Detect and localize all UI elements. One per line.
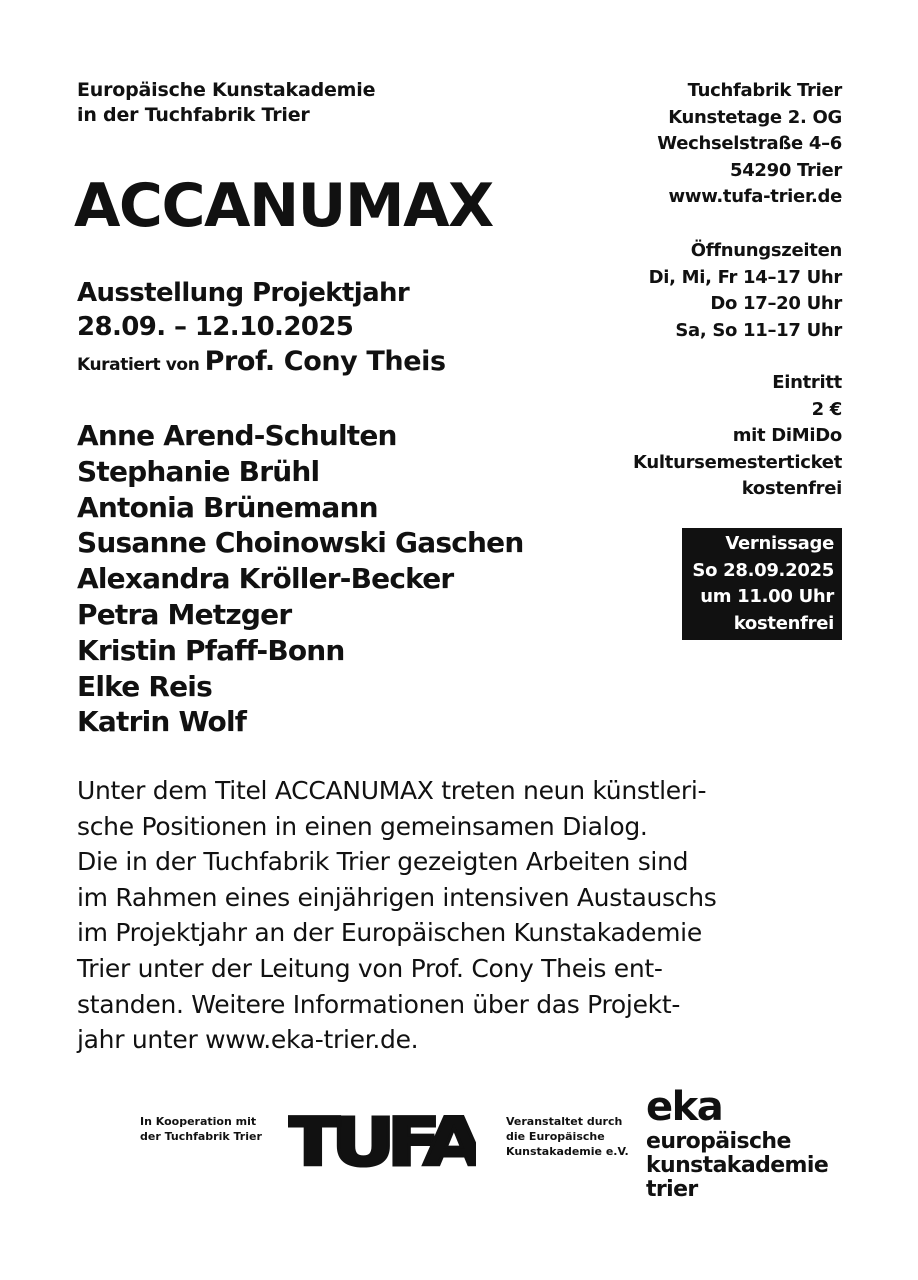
venue-website: www.tufa-trier.de	[668, 186, 842, 207]
vernissage-time: um 11.00 Uhr	[700, 586, 834, 607]
eka-logo-name	[646, 1130, 828, 1202]
vernissage-box	[682, 528, 842, 640]
organizer-line: Europäische Kunstakademie	[77, 79, 376, 101]
admission-line: kostenfrei	[741, 478, 842, 499]
vernissage-heading: Vernissage	[725, 533, 834, 554]
exhibition-dates: 28.09. – 12.10.2025	[77, 312, 354, 342]
description-line: im Projektjahr an der Europäischen Kunstakademie	[77, 918, 702, 948]
address-line: 54290 Trier	[729, 159, 842, 181]
artist-name: Petra Metzger	[77, 597, 292, 631]
tufa-logo	[288, 1115, 476, 1175]
curator-line	[77, 346, 446, 377]
admission-line: mit DiMiDo	[732, 425, 842, 446]
description-line: Trier unter der Leitung von Prof. Cony Theis ent-	[77, 953, 663, 983]
artist-name: Antonia Brünemann	[77, 490, 378, 524]
venue-address	[657, 78, 842, 211]
opening-hours	[649, 238, 842, 344]
address-line: Wechselstraße 4–6	[657, 133, 842, 154]
organizer-note-line: Veranstaltet durch	[506, 1115, 623, 1128]
eka-logo-line: trier	[646, 1177, 698, 1202]
cooperation-line: der Tuchfabrik Trier	[140, 1130, 262, 1143]
admission-heading: Eintritt	[772, 372, 842, 393]
artist-list	[77, 418, 523, 740]
description-line: jahr unter www.eka-trier.de.	[77, 1025, 419, 1055]
hours-line: Di, Mi, Fr 14–17 Uhr	[648, 266, 842, 288]
artist-name: Kristin Pfaff-Bonn	[77, 633, 345, 667]
artist-name: Susanne Choinowski Gaschen	[77, 526, 524, 560]
address-line: Kunstetage 2. OG	[668, 106, 842, 128]
artist-name: Alexandra Kröller-Becker	[77, 562, 454, 596]
vernissage-fee: kostenfrei	[733, 612, 834, 634]
artist-name: Katrin Wolf	[77, 705, 247, 739]
hours-line: Sa, So 11–17 Uhr	[675, 319, 842, 341]
organizer-heading	[77, 78, 375, 128]
tufa-logo-text: TUFA	[288, 1115, 476, 1171]
exhibition-description	[77, 773, 857, 1058]
organizer-note-line: Kunstakademie e.V.	[506, 1145, 629, 1158]
hours-line: Do 17–20 Uhr	[710, 293, 842, 314]
hours-heading: Öffnungszeiten	[690, 240, 842, 261]
organizer-note-line: die Europäische	[506, 1130, 605, 1143]
admission-info	[633, 370, 842, 503]
cooperation-line: In Kooperation mit	[140, 1115, 257, 1128]
address-line: Tuchfabrik Trier	[687, 80, 842, 101]
description-line: sche Positionen in einen gemeinsamen Dialog.	[77, 811, 648, 841]
description-line: Die in der Tuchfabrik Trier gezeigten Arbeiten sind	[77, 847, 689, 877]
exhibition-title: ACCANUMAX	[74, 171, 493, 241]
eka-logo	[646, 1084, 828, 1202]
curated-label: Kuratiert von	[77, 355, 200, 375]
vernissage-date: So 28.09.2025	[692, 559, 834, 581]
description-line: Unter dem Titel ACCANUMAX treten neun künstleri-	[77, 776, 707, 805]
admission-line: Kultursemesterticket	[633, 451, 842, 473]
artist-name: Anne Arend-Schulten	[77, 419, 397, 452]
admission-price: 2 €	[811, 398, 842, 420]
eka-logo-line: kunstakademie	[646, 1153, 829, 1178]
description-line: im Rahmen eines einjährigen intensiven Austauschs	[77, 882, 717, 912]
exhibition-subtitle	[77, 276, 409, 344]
description-line: standen. Weitere Informationen über das Projekt-	[77, 989, 681, 1019]
artist-name: Stephanie Brühl	[77, 454, 320, 488]
artist-name: Elke Reis	[77, 669, 212, 703]
organizer-note	[506, 1114, 629, 1159]
eka-logo-short: eka	[646, 1084, 723, 1130]
subtitle-line: Ausstellung Projektjahr	[77, 278, 410, 308]
organizer-line: in der Tuchfabrik Trier	[77, 104, 310, 126]
eka-logo-line: europäische	[646, 1129, 791, 1154]
cooperation-note	[140, 1114, 262, 1144]
curator-name: Prof. Cony Theis	[204, 346, 446, 377]
